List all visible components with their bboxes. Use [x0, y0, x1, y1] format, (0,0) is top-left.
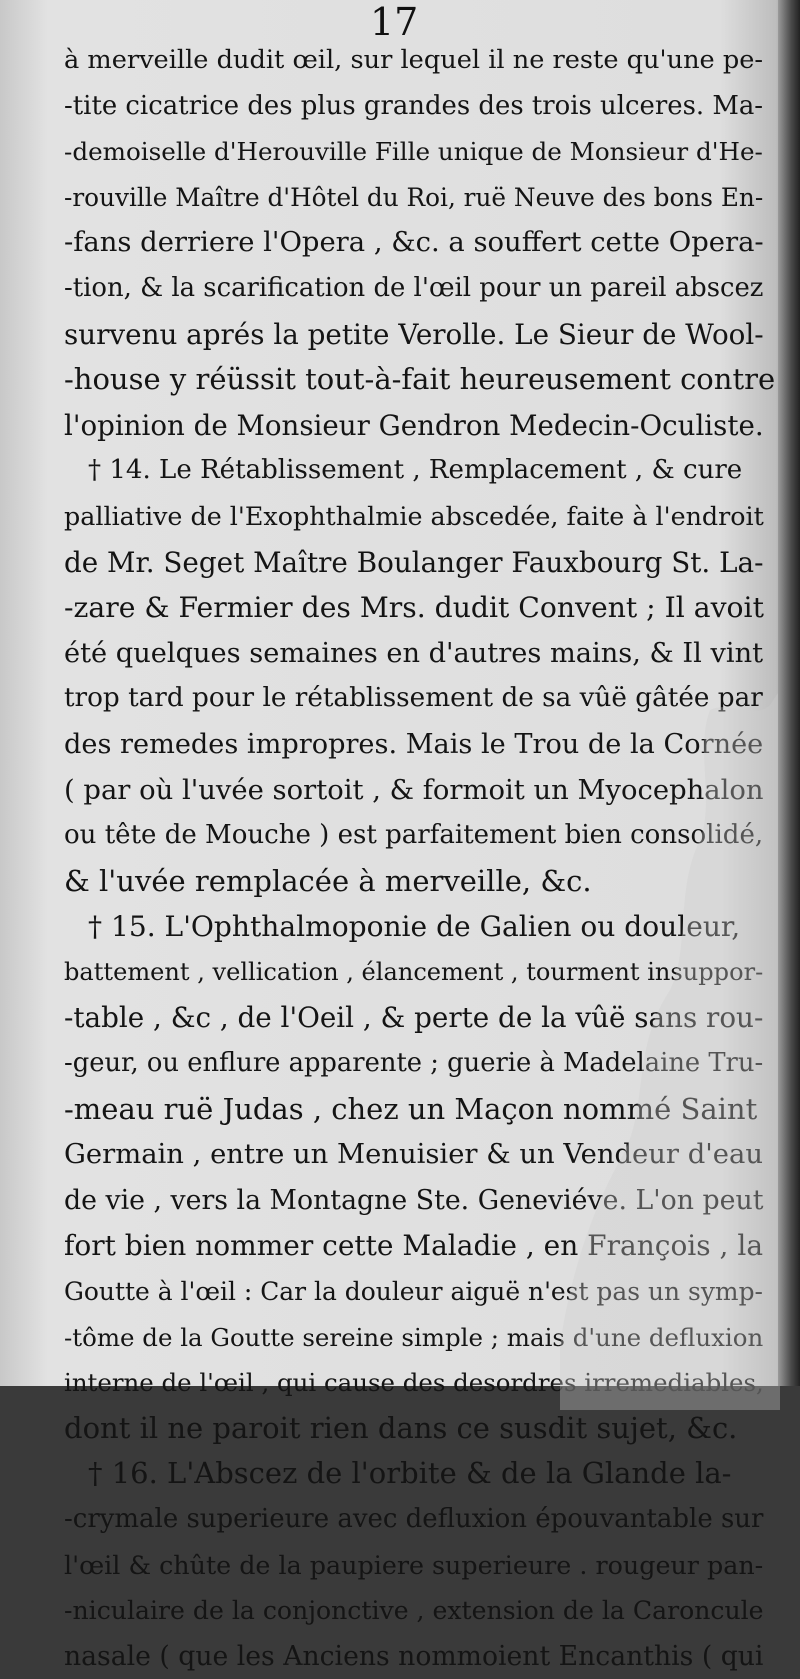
text-line: des remedes impropres. Mais le Trou de la Cornée	[64, 728, 764, 760]
text-line: -fans derriere l'Opera , &c. a souffert cette Opera-	[64, 227, 764, 259]
text-line: -house y réüssit tout-à-fait heureusement contre	[64, 362, 776, 397]
text-line: -rouville Maître d'Hôtel du Roi, ruë Neuve des bons En-	[64, 182, 764, 212]
text-line: de vie , vers la Montagne Ste. Geneviéve. L'on peut	[64, 1184, 764, 1216]
text-line: -tôme de la Goutte sereine simple ; mais d'une defluxion	[64, 1322, 764, 1352]
text-line: l'opinion de Monsieur Gendron Medecin-Oculiste.	[64, 408, 764, 442]
text-line: fort bien nommer cette Maladie , en François , la	[64, 1229, 764, 1263]
text-line: à merveille dudit œil, sur lequel il ne reste qu'une pe-	[64, 45, 764, 75]
text-line: ( par où l'uvée sortoit , & formoit un Myocephalon	[64, 774, 764, 806]
text-line: -demoiselle d'Herouville Fille unique de Monsieur d'He-	[64, 137, 763, 167]
text-line: -crymale superieure avec defluxion épouvantable sur	[64, 1504, 764, 1534]
text-line: -zare & Fermier des Mrs. dudit Convent ; Il avoit	[64, 591, 764, 625]
text-line: -meau ruë Judas , chez un Maçon nommé Saint	[64, 1091, 758, 1126]
text-line: -tion, & la scarification de l'œil pour un pareil abscez	[64, 272, 764, 303]
text-line: dont il ne paroit rien dans ce susdit sujet, &c.	[64, 1410, 738, 1445]
text-line: Goutte à l'œil : Car la douleur aiguë n'est pas un symp-	[64, 1277, 763, 1307]
text-line: Germain , entre un Menuisier & un Vendeur d'eau	[64, 1139, 764, 1171]
text-line: nasale ( que les Anciens nommoient Encanthis ( qui	[64, 1640, 764, 1672]
book-spine	[778, 0, 800, 1386]
text-line: -niculaire de la conjonctive , extension de la Caroncule	[64, 1596, 764, 1626]
text-line: l'œil & chûte de la paupiere superieure . rougeur pan-	[64, 1549, 764, 1580]
text-line: survenu aprés la petite Verolle. Le Sieur de Wool-	[64, 317, 764, 351]
text-line: interne de l'œil , qui cause des desordres irremediables,	[64, 1368, 764, 1398]
text-line: ou tête de Mouche ) est parfaitement bien consolidé,	[64, 820, 764, 851]
text-line: palliative de l'Exophthalmie abscedée, faite à l'endroit	[64, 500, 764, 531]
page-number: 17	[370, 0, 419, 44]
text-line: † 16. L'Abscez de l'orbite & de la Glande la-	[88, 1456, 732, 1491]
text-line: été quelques semaines en d'autres mains, & Il vint	[64, 637, 764, 669]
body-text	[64, 38, 778, 1679]
text-line: & l'uvée remplacée à merveille, &c.	[64, 863, 592, 898]
text-line: -tite cicatrice des plus grandes des trois ulceres. Ma-	[64, 90, 764, 121]
text-line: † 15. L'Ophthalmoponie de Galien ou douleur,	[88, 910, 741, 944]
text-line: trop tard pour le rétablissement de sa vûë gâtée par	[64, 683, 763, 714]
text-line: -geur, ou enflure apparente ; guerie à Madelaine Tru-	[64, 1048, 764, 1079]
text-line: -table , &c , de l'Oeil , & perte de la vûë sans rou-	[64, 1001, 764, 1035]
text-line: † 14. Le Rétablissement , Remplacement , & cure	[88, 455, 743, 486]
text-line: battement , vellication , élancement , tourment insuppor-	[64, 957, 764, 986]
text-line: de Mr. Seget Maître Boulanger Fauxbourg St. La-	[64, 545, 764, 579]
